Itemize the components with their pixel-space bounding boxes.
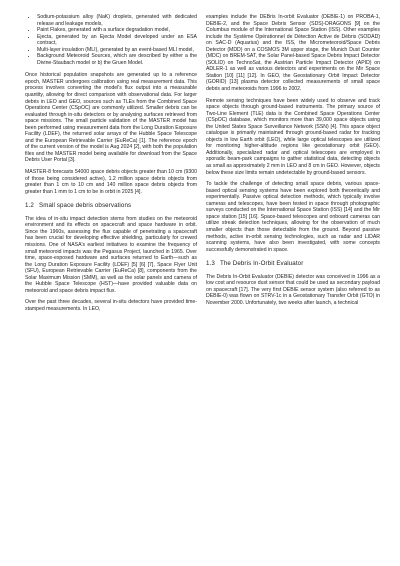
list-item: • Background Meteoroid Sources, which are described by either a the Divine-Staubach model or b) the Gruen Model. (37, 53, 197, 66)
section-number: 1.2 (25, 202, 34, 210)
debris-sources-list (25, 14, 197, 66)
paragraph-remote-sensing: Remote sensing techniques have been widely used to observe and track space objects through ground-based instruments. The primary source of Two-Line Element (TLE) data is the Combined Space Operations Center (CSpOC) database, which monitors more than 39,000 space objects using the United States Space Surveillance Network (SSN) [4]. This space object catalogue is primarily maintained through ground-based radar for tracking objects in low Earth orbit (LEO), while large optical telescopes are utilized for monitoring higher-altitude regions like geostationary orbit (GEO). Additionally, specialized radar and optical telescopes are employed in sporadic beam-park campaigns to gather statistical data, detecting objects as small as approximately 2 mm in LEO and 8 cm in GEO. However, objects below these size limits remain undetectable by ground-based sensors. (206, 97, 380, 176)
list-item: • Ejecta, generated by an Ejecta Model developed under an ESA contract, (37, 34, 197, 47)
paragraph-space-based: To tackle the challenge of detecting small space debris, various space-based optical sensing systems have been explored both theoretically and experimentally. Passive optical detection methods, which typically involve cameras and telescopes, have been tested in space through photographic surveys conducted on the International Space Station (ISS) [14] and the Mir space station [15] [16]. Space-based telescopes and onboard cameras can utilize streak detection techniques, allowing for the observation of much smaller objects than those detectable from the ground. Beyond passive methods, active in-orbit sensing technologies, such as radar and LIDAR scanning systems, have also been investigated, with some concepts successfully demonstrated in space. (206, 181, 380, 253)
paragraph-examples: examples include the DEBris In-orbit Evaluator (DEBIE-1) on PROBA-1, DEBIE-2, and the Space Debris Sensor (SDS)-DRAGONS [9] on the Columbus module of the International Space Station (ISS). Other examples include the Système Opérationnel de Détection Active de Débris (SODAD) on SAC-D (Aquarius) and the ISS, the Micrometeoroid/Space Debris Detector (MDD) on a COSMOS 3M upper stage, the Munich Dust Counter (MDC) on BREM-SAT, the Solar Panel-based Space Debris Impact Detector (SOLID) on TechnoSat, the Austrian Particle Impact Detector (APID) on ADLER-1 as well as various detectors and experiments on the Mir Space Station [10] [11] [12]. In GEO, the Geostationary Orbit Impact Detector (GORID) [13] plasma detector collected measurements of small space debris and meteoroids from 1996 to 2002. (206, 14, 380, 93)
paragraph-in-situ: The idea of in-situ impact detection stems from studies on the meteoroid environment and its effects on spacecraft and space hardware in orbit. Since the 1960s, assessing the flux capable of penetrating a spacecraft has been crucial for developing effective shielding, particularly for crewed missions. One of NASA's earliest initiatives to examine the frequency of small meteoroid impacts was the Pegasus Project, launched in 1965. Over time, space-exposed hardware and surfaces returned to Earth—such as the Long Duration Exposure Facility (LDEF) [5] [6] [7], Space Flyer Unit (SFU), European Retrievable Carrier (EuReCa) [8], components from the Solar Maximum Mission (SMM), as well as the solar panels and camera of the Hubble Space Telescope (HST)—have provided valuable data on meteoroid and space debris impact flux. (25, 215, 197, 294)
section-title: Small space debris observations (39, 202, 132, 210)
right-column (206, 14, 380, 311)
section-heading (25, 203, 197, 210)
section-title: The Debris In-Orbit Evaluator (220, 260, 304, 268)
paragraph-forecast: MASTER-8 forecasts 54000 space debris objects greater than 10 cm (9300 of those being considered active), 1.2 million space debris objects from greater than 1 cm to 10 cm and 140 million space debris objects from greater than 1 mm to 1 cm to be in orbit in 2025 [4]. (25, 169, 197, 195)
paragraph-detectors: Over the past three decades, several in-situ detectors have provided time-stamped measurements. In LEO, (25, 299, 197, 312)
section-number: 1.3 (206, 260, 215, 268)
list-item: • Paint Flakes, generated with a surface degradation model, (37, 27, 197, 34)
left-column (25, 14, 197, 317)
list-item: • Multi-layer insulation (MLI), generated by an event-based MLI model, (37, 47, 197, 54)
section-heading (206, 261, 380, 268)
list-item: • Sodium-potassium alloy (NaK) droplets, generated with dedicated release and leakage models, (37, 14, 197, 27)
paragraph-debie: The Debris In-Orbit Evaluator (DEBIE) detector was conceived in 1996 as a low cost and resource dust sensor that could be used as secondary payload on spacecraft [17]. The very first DEBIE sensor system (also referred to as DEBIE-0) was flown on STRV-1c in a Geostationary Transfer Orbit (GTO) in November 2000. Unfortunately, two weeks after launch, a technical (206, 273, 380, 306)
paragraph-calibration: Once historical population snapshots are generated up to a reference epoch, MASTER undergoes calibration using real measurement data. This process involves converting the model's flux output into a measurable quantity, allowing for direct comparison with observational data. For larger debris in LEO and GEO, sources such as TLEs from the Combined Space Operations Center (CSpOC) are commonly utilized. Smaller debris can be evaluated through in-situ detectors or by analysing surfaces retrieved from space missions. The small particle validation of the MASTER model has been performed using measurement data from the Long Duration Exposure Facility (LDEF), the returned solar arrays of the Hubble Space Telescope and the European Retrievable Carrier (EuReCa) [1]. The reference epoch of the current version of the model is Aug 2024 [2], with both the population files and the MASTER model being available for download from the Space Debris User Portal [3]. (25, 72, 197, 164)
